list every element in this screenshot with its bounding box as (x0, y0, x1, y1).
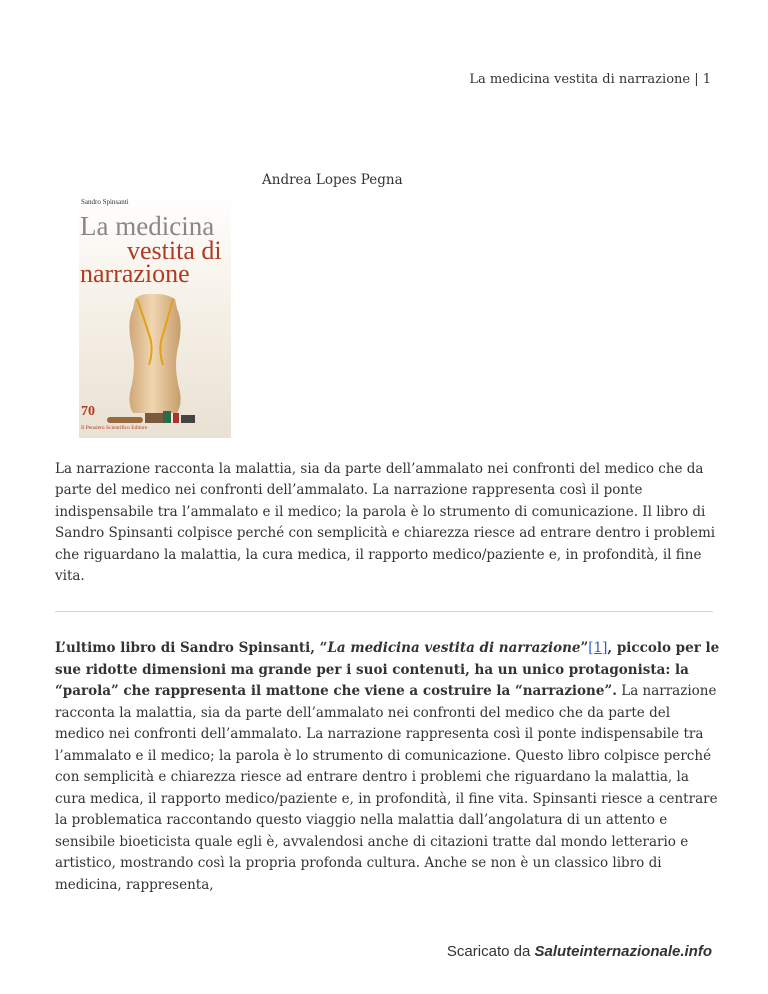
cover-title-line1: La medicina (80, 211, 215, 241)
download-footer: Scaricato da Saluteinternazionale.info (446, 943, 712, 960)
footnote-link-1[interactable]: [1] (588, 640, 608, 656)
running-header: La medicina vestita di narrazione | 1 (469, 72, 711, 87)
cover-title-line2: vestita di (127, 236, 222, 265)
body-bold-intro: L’ultimo libro di Sandro Spinsanti, “La medicina vestita di narrazione” (55, 640, 589, 656)
cover-author: Sandro Spinsanti (81, 198, 129, 206)
article-author: Andrea Lopes Pegna (262, 172, 403, 188)
article-body-paragraph (55, 638, 720, 896)
book-cover-image (79, 193, 231, 438)
article-summary: La narrazione racconta la malattia, sia da parte dell’ammalato nei confronti del medico che da parte del medico nei confronti dell’ammalato. La narrazione rappresenta così il ponte indispensabile tra l’ammalato e il medico; la parola è lo strumento di comunicazione. Il libro di Sandro Spinsanti colpisce perché con semplicità e chiarezza riesce ad entrare dentro i problemi che riguardano la malattia, la cura medica, il rapporto medico/paziente e, in profondità, il fine vita. (55, 461, 716, 585)
body-bold-rest: , piccolo per le sue ridotte dimensioni ma grande per i suoi contenuti, ha un unico protagonista: la “parola” che rappresenta il mattone che viene a costruire la “narrazione”. (55, 640, 720, 699)
separator-rule (55, 611, 713, 612)
cover-publisher: Il Pensiero Scientifico Editore (81, 425, 148, 431)
book-title: La medicina vestita di narrazione (327, 640, 581, 656)
body-text: La narrazione racconta la malattia, sia da parte dell’ammalato nei confronti del medico che da parte del medico nei confronti dell’ammalato. La narrazione rappresenta così il ponte indispensabile tra l’ammalato e il medico; la parola è lo strumento di comunicazione. Questo libro colpisce perché con semplicità e chiarezza riesce ad entrare dentro i problemi che riguardano la malattia, la cura medica, il rapporto medico/paziente e, in profondità, il fine vita. Spinsanti riesce a centrare la problematica raccontando questo viaggio nella malattia dall’angolatura di un attento e sensibile bioeticista quale egli è, avvalendosi anche di citazioni tratte dal mondo letterario e artistico, mostrando così la propria profonda cultura. Anche se non è un classico libro di medicina, rappresenta, (55, 683, 718, 893)
cover-anniversary-badge: 70 (81, 404, 95, 419)
footer-site-name: Saluteinternazionale.info (534, 943, 712, 960)
cover-title-line3: narrazione (80, 259, 190, 288)
